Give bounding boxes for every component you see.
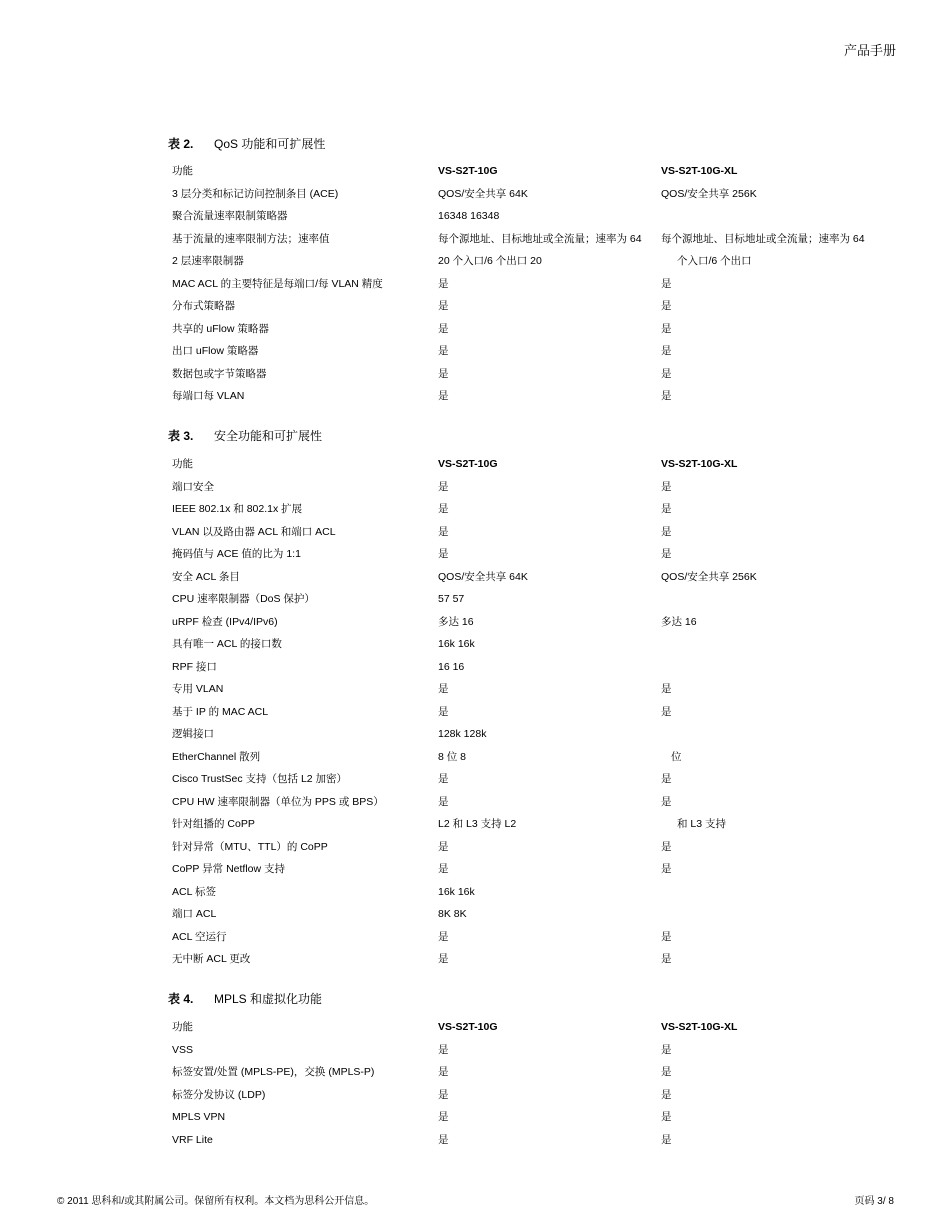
feature-cell: VRF Lite <box>172 1133 213 1146</box>
value-cell: 16 16 <box>438 660 465 673</box>
table-row <box>172 768 892 791</box>
value-cell: 是 <box>438 322 449 335</box>
value-cell: 是 <box>661 1066 672 1078</box>
table-header-row <box>172 1016 892 1039</box>
table-row <box>172 498 892 521</box>
feature-cell: 标签分发协议 (LDP) <box>172 1088 266 1101</box>
feature-cell: 每端口每 VLAN <box>172 390 245 402</box>
table-caption <box>168 990 322 1007</box>
table-row <box>172 746 892 769</box>
feature-cell: 聚合流量速率限制策略器 <box>172 210 288 222</box>
header-cell: VS-S2T-10G-XL <box>661 458 738 470</box>
feature-cell: 针对组播的 CoPP <box>172 818 255 830</box>
value-cell: 是 <box>661 345 672 357</box>
feature-cell: 出口 uFlow 策略器 <box>172 345 259 357</box>
value-cell: 是 <box>661 300 672 312</box>
value-cell: 是 <box>438 705 449 718</box>
table-header-row <box>172 160 892 183</box>
value-cell: 是 <box>438 1043 449 1056</box>
feature-cell: 针对异常（MTU、TTL）的 CoPP <box>172 840 328 853</box>
value-cell: 是 <box>661 480 672 493</box>
table-row <box>172 250 892 273</box>
table-row <box>172 926 892 949</box>
page-header-title: 产品手册 <box>843 43 896 58</box>
table-number: 表 3. <box>168 429 194 443</box>
table-row <box>172 521 892 544</box>
feature-cell: 共享的 uFlow 策略器 <box>172 322 269 335</box>
feature-cell: 端口 ACL <box>172 908 217 920</box>
table-title: 安全功能和可扩展性 <box>214 429 323 443</box>
header-cell: VS-S2T-10G-XL <box>661 1021 738 1033</box>
table-row <box>172 318 892 341</box>
value-cell: 是 <box>661 322 672 335</box>
feature-cell: 具有唯一 ACL 的接口数 <box>172 638 282 650</box>
value-cell: QOS/安全共享 256K <box>661 187 757 200</box>
feature-cell: 标签安置/处置 (MPLS-PE)，交换 (MPLS-P) <box>172 1066 375 1078</box>
value-cell: 是 <box>438 480 449 493</box>
value-cell: 是 <box>661 953 672 965</box>
value-cell: 是 <box>438 863 449 875</box>
value-cell: 20 个入口/6 个出口 20 <box>438 255 542 267</box>
table-caption <box>168 135 325 152</box>
feature-cell: VSS <box>172 1043 194 1056</box>
feature-cell: 安全 ACL 条目 <box>172 570 240 583</box>
value-cell: QOS/安全共享 256K <box>661 570 757 583</box>
value-cell: 8 位 8 <box>438 750 467 763</box>
value-cell: 是 <box>661 930 672 943</box>
value-cell: 是 <box>438 390 449 402</box>
value-cell: 是 <box>661 773 672 785</box>
value-cell: 128k 128k <box>438 728 487 740</box>
table-row <box>172 543 892 566</box>
feature-cell: ACL 标签 <box>172 885 216 898</box>
value-cell: 多达 16 <box>661 615 697 628</box>
value-cell: 是 <box>661 1111 672 1123</box>
feature-cell: VLAN 以及路由器 ACL 和端口 ACL <box>172 525 336 538</box>
table-row <box>172 701 892 724</box>
table-row <box>172 205 892 228</box>
value-cell: 16348 16348 <box>438 210 500 222</box>
table-row <box>172 656 892 679</box>
table-row <box>172 588 892 611</box>
value-cell: 是 <box>438 953 449 965</box>
table-row <box>172 295 892 318</box>
mpls-table <box>172 1016 892 1151</box>
value-cell: QOS/安全共享 64K <box>438 570 528 583</box>
value-cell: 是 <box>438 277 449 290</box>
header-cell: VS-S2T-10G <box>438 165 498 177</box>
table-row <box>172 791 892 814</box>
value-cell: 是 <box>661 705 672 718</box>
table-row <box>172 723 892 746</box>
value-cell: 是 <box>438 367 449 380</box>
table-row <box>172 385 892 408</box>
value-cell: 8K 8K <box>438 908 467 920</box>
feature-cell: 2 层速率限制器 <box>172 255 244 267</box>
feature-cell: 逻辑接口 <box>172 728 214 740</box>
table-row <box>172 228 892 251</box>
table-row <box>172 476 892 499</box>
feature-cell: CPU HW 速率限制器（单位为 PPS 或 BPS） <box>172 795 384 808</box>
feature-cell: 无中断 ACL 更改 <box>172 953 251 965</box>
value-cell: 个入口/6 个出口 <box>677 255 752 267</box>
value-cell: 是 <box>661 548 672 560</box>
table-row <box>172 948 892 971</box>
value-cell: 是 <box>438 773 449 785</box>
header-cell: 功能 <box>172 458 193 470</box>
value-cell: 是 <box>661 390 672 402</box>
table-row <box>172 903 892 926</box>
value-cell: 是 <box>661 503 672 515</box>
value-cell: 是 <box>661 525 672 538</box>
feature-cell: 数据包或字节策略器 <box>172 367 267 380</box>
table-row <box>172 566 892 589</box>
value-cell: 是 <box>661 1043 672 1056</box>
table-row <box>172 611 892 634</box>
value-cell: 是 <box>661 840 672 853</box>
table-row <box>172 1061 892 1084</box>
feature-cell: 分布式策略器 <box>172 300 235 312</box>
value-cell: 是 <box>661 277 672 290</box>
table-row <box>172 340 892 363</box>
value-cell: 是 <box>438 345 449 357</box>
security-table <box>172 453 892 971</box>
table-row <box>172 813 892 836</box>
qos-table <box>172 160 892 408</box>
value-cell: 57 57 <box>438 593 465 605</box>
value-cell: 是 <box>438 503 449 515</box>
value-cell: 和 L3 支持 <box>677 818 727 830</box>
feature-cell: EtherChannel 散列 <box>172 750 261 763</box>
header-cell: VS-S2T-10G-XL <box>661 165 738 177</box>
feature-cell: 3 层分类和标记访问控制条目 (ACE) <box>172 187 339 200</box>
header-cell: 功能 <box>172 1021 193 1033</box>
value-cell: 是 <box>438 1066 449 1078</box>
table-title: QoS 功能和可扩展性 <box>214 137 326 151</box>
value-cell: 是 <box>438 525 449 538</box>
table-caption <box>168 427 322 444</box>
value-cell: 是 <box>438 840 449 853</box>
footer-page-number: 页码 3/ 8 <box>854 1196 894 1207</box>
feature-cell: 基于流量的速率限制方法；速率值 <box>172 232 330 245</box>
feature-cell: IEEE 802.1x 和 802.1x 扩展 <box>172 503 303 515</box>
table-row <box>172 273 892 296</box>
value-cell: 是 <box>438 930 449 943</box>
feature-cell: RPF 接口 <box>172 660 217 673</box>
value-cell: 是 <box>438 548 449 560</box>
table-row <box>172 881 892 904</box>
value-cell: 是 <box>438 795 449 808</box>
value-cell: 是 <box>438 1088 449 1101</box>
feature-cell: ACL 空运行 <box>172 930 227 943</box>
feature-cell: MPLS VPN <box>172 1111 226 1123</box>
feature-cell: 基于 IP 的 MAC ACL <box>172 705 269 718</box>
value-cell: 每个源地址、目标地址或全流量；速率为 64 <box>661 232 865 245</box>
table-row <box>172 1084 892 1107</box>
value-cell: QOS/安全共享 64K <box>438 187 528 200</box>
value-cell: 是 <box>661 1088 672 1101</box>
table-number: 表 4. <box>168 992 194 1006</box>
table-title: MPLS 和虚拟化功能 <box>214 992 323 1006</box>
feature-cell: CPU 速率限制器（DoS 保护） <box>172 593 315 605</box>
table-header-row <box>172 453 892 476</box>
value-cell: 每个源地址、目标地址或全流量；速率为 64 <box>438 232 642 245</box>
value-cell: 是 <box>661 1133 672 1146</box>
table-row <box>172 363 892 386</box>
table-row <box>172 1106 892 1129</box>
table-row <box>172 836 892 859</box>
value-cell: 是 <box>661 367 672 380</box>
header-cell: VS-S2T-10G <box>438 1021 498 1033</box>
value-cell: 是 <box>661 683 672 695</box>
value-cell: L2 和 L3 支持 L2 <box>438 818 517 830</box>
table-number: 表 2. <box>168 137 194 151</box>
table-row <box>172 1039 892 1062</box>
header-cell: 功能 <box>172 165 193 177</box>
value-cell: 16k 16k <box>438 885 475 898</box>
table-row <box>172 633 892 656</box>
value-cell: 16k 16k <box>438 638 475 650</box>
feature-cell: CoPP 异常 Netflow 支持 <box>172 863 286 875</box>
footer-copyright: © 2011 思科和/或其附属公司。保留所有权利。本文档为思科公开信息。 <box>57 1196 375 1207</box>
value-cell: 位 <box>671 750 682 763</box>
value-cell: 是 <box>438 1133 449 1146</box>
feature-cell: Cisco TrustSec 支持（包括 L2 加密） <box>172 773 348 785</box>
table-row <box>172 183 892 206</box>
value-cell: 多达 16 <box>438 615 474 628</box>
feature-cell: 专用 VLAN <box>172 683 224 695</box>
feature-cell: 掩码值与 ACE 值的比为 1:1 <box>172 548 301 560</box>
value-cell: 是 <box>661 795 672 808</box>
table-row <box>172 1129 892 1152</box>
value-cell: 是 <box>438 1111 449 1123</box>
table-row <box>172 858 892 881</box>
value-cell: 是 <box>661 863 672 875</box>
value-cell: 是 <box>438 300 449 312</box>
header-cell: VS-S2T-10G <box>438 458 498 470</box>
feature-cell: 端口安全 <box>172 480 214 493</box>
feature-cell: MAC ACL 的主要特征是每端口/每 VLAN 精度 <box>172 277 383 290</box>
table-row <box>172 678 892 701</box>
feature-cell: uRPF 检查 (IPv4/IPv6) <box>172 615 278 628</box>
value-cell: 是 <box>438 683 449 695</box>
